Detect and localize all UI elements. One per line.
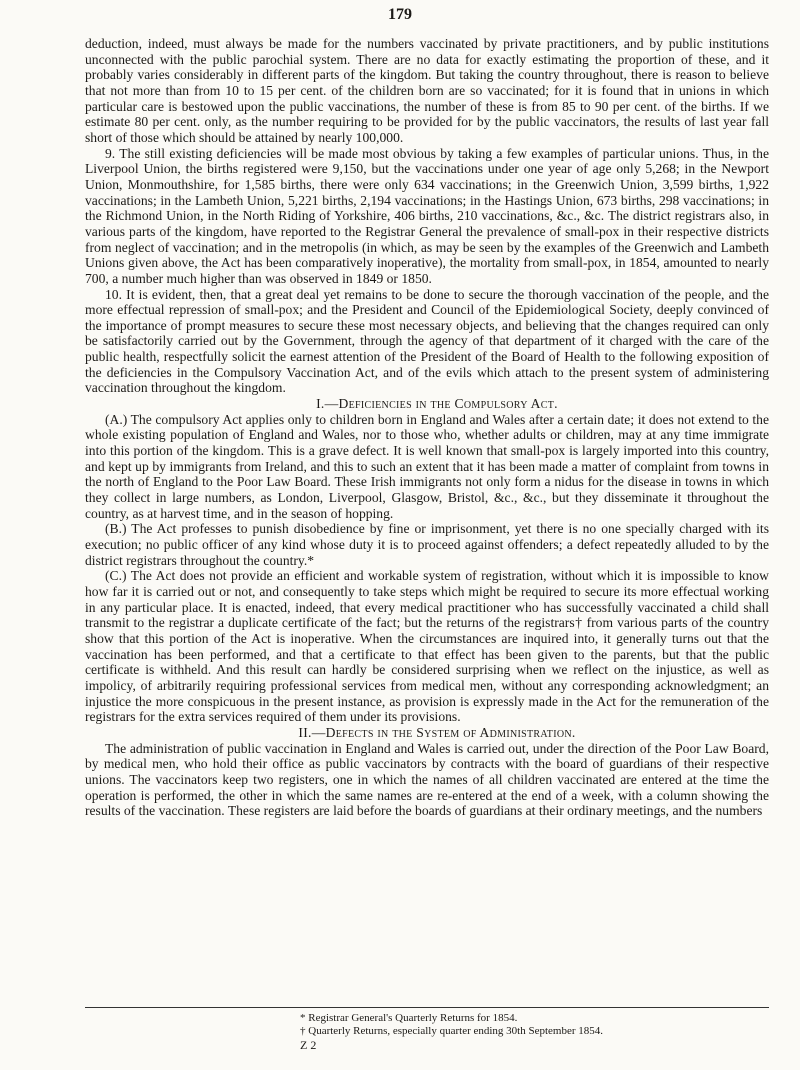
section-heading <box>85 725 769 741</box>
paragraph: (C.) The Act does not provide an efficient and workable system of registration, without which it is impossible to know how far it is carried out or not, and consequently to take steps which might be required to secure its more effectual working in any particular place. It is enacted, indeed, that every medical practitioner who has successfully vaccinated a child shall transmit to the registrar a duplicate certificate of the fact; but the returns of the registrars† from various parts of the country show that this portion of the Act is inoperative. When the circumstances are inquired into, it generally turns out that the vaccination has been performed, and that a certificate to that effect has been given to the parents, but that the public certificate is withheld. And this result can hardly be considered surprising when we reflect on the injustice, as well as impolicy, of arbitrarily requiring professional services from medical men, without any corresponding acknowledgment; an injustice the more conspicuous in the present instance, as provision is expressly made in the Act for the remuneration of the registrars for the extra services required of them under its provisions. <box>85 568 769 725</box>
footnote: * Registrar General's Quarterly Returns for 1854. <box>300 1012 518 1024</box>
body-text <box>85 36 769 819</box>
section-title: Defects in the System of Administration. <box>325 724 576 740</box>
page-number: 179 <box>388 6 412 23</box>
section-number: II.— <box>298 724 326 740</box>
paragraph: The administration of public vaccination in England and Wales is carried out, under the direction of the Poor Law Board, by medical men, who hold their office as public vaccinators by contracts with the board of guardians of their respective unions. The vaccinators keep two registers, one in which the names of all children vaccinated are entered at the time the operation is performed, the other in which the same names are re-entered at the end of a week, with a column showing the results of the vaccination. These registers are laid before the boards of guardians at their ordinary meetings, and the numbers <box>85 740 769 819</box>
section-heading <box>85 396 769 412</box>
paragraph: (B.) The Act professes to punish disobedience by fine or imprisonment, yet there is no one specially charged with its execution; no public officer of any kind whose duty it is to proceed against offenders; a defect repeatedly alluded to by the district registrars throughout the country.* <box>85 521 769 568</box>
paragraph: (A.) The compulsory Act applies only to children born in England and Wales after a certain date; it does not extend to the whole existing population of England and Wales, nor to those who, whether adults or children, may at any time immigrate into this portion of the kingdom. This is a grave defect. It is well known that small-pox is largely imported into this country, and kept up by immigrants from Ireland, and this to such an extent that it has been made a matter of complaint from towns in the north of England to the Poor Law Board. These Irish immigrants not only form a nidus for the disease in towns in which they collect in large numbers, as London, Liverpool, Glasgow, Bristol, &c., &c., but they disseminate it throughout the country, as at harvest time, and in the season of hopping. <box>85 411 769 521</box>
paragraph: 9. The still existing deficiencies will be made most obvious by taking a few examples of particular unions. Thus, in the Liverpool Union, the births registered were 9,150, but the vaccinations under one year of age only 5,268; in the Newport Union, Monmouthshire, for 1,585 births, there were only 634 vaccinations; in the Greenwich Union, 3,599 births, 1,922 vaccinations; in the Lambeth Union, 5,221 births, 2,194 vaccinations; in the Hastings Union, 673 births, 298 vaccinations; in the Richmond Union, in the North Riding of Yorkshire, 406 births, 210 vaccinations, &c., &c. The district registrars also, in various parts of the kingdom, have reported to the Registrar General the prevalence of small-pox in their respective districts from neglect of vaccination; and in the metropolis (in which, as may be seen by the examples of the Greenwich and Lambeth Unions given above, the Act has been comparatively inoperative), the mortality from small-pox, in 1854, amounted to nearly 700, a number much higher than was observed in 1849 or 1850. <box>85 145 769 286</box>
footnote: † Quarterly Returns, especially quarter ending 30th September 1854. <box>300 1025 604 1037</box>
footnotes <box>300 1012 760 1038</box>
section-number: I.— <box>316 396 339 412</box>
footnote-divider <box>85 1007 769 1008</box>
signature-mark: Z 2 <box>300 1038 317 1052</box>
paragraph: 10. It is evident, then, that a great deal yet remains to be done to secure the thorough vaccination of the people, and the more effectual repression of small-pox; and the President and Council of the Epidemiological Society, deeply convinced of the importance of prompt measures to secure these most necessary objects, and believing that the changes required can only be satisfactorily carried out by the Government, through the agency of that department of it charged with the care of the public health, respectfully solicit the earnest attention of the President of the Board of Health to the following exposition of the deficiencies in the Compulsory Vaccination Act, and of the evils which attach to the present system of administering vaccination throughout the kingdom. <box>85 286 769 396</box>
paragraph: deduction, indeed, must always be made for the numbers vaccinated by private practitioners, and by public institutions unconnected with the public parochial system. There are no data for exactly estimating the proportion of these, and it probably varies considerably in different parts of the kingdom. But taking the country throughout, there is reason to believe that not more than from 10 to 15 per cent. of the children born are so vaccinated; for it is found that in unions in which particular care is bestowed upon the public vaccinations, the number of these is from 85 to 90 per cent. of the births. If we estimate 80 per cent. only, as the number requiring to be provided for by the public vaccinators, the results of last year fall short of those which should be attained by nearly 100,000. <box>85 36 769 145</box>
section-title: Deficiencies in the Compulsory Act. <box>338 396 558 412</box>
